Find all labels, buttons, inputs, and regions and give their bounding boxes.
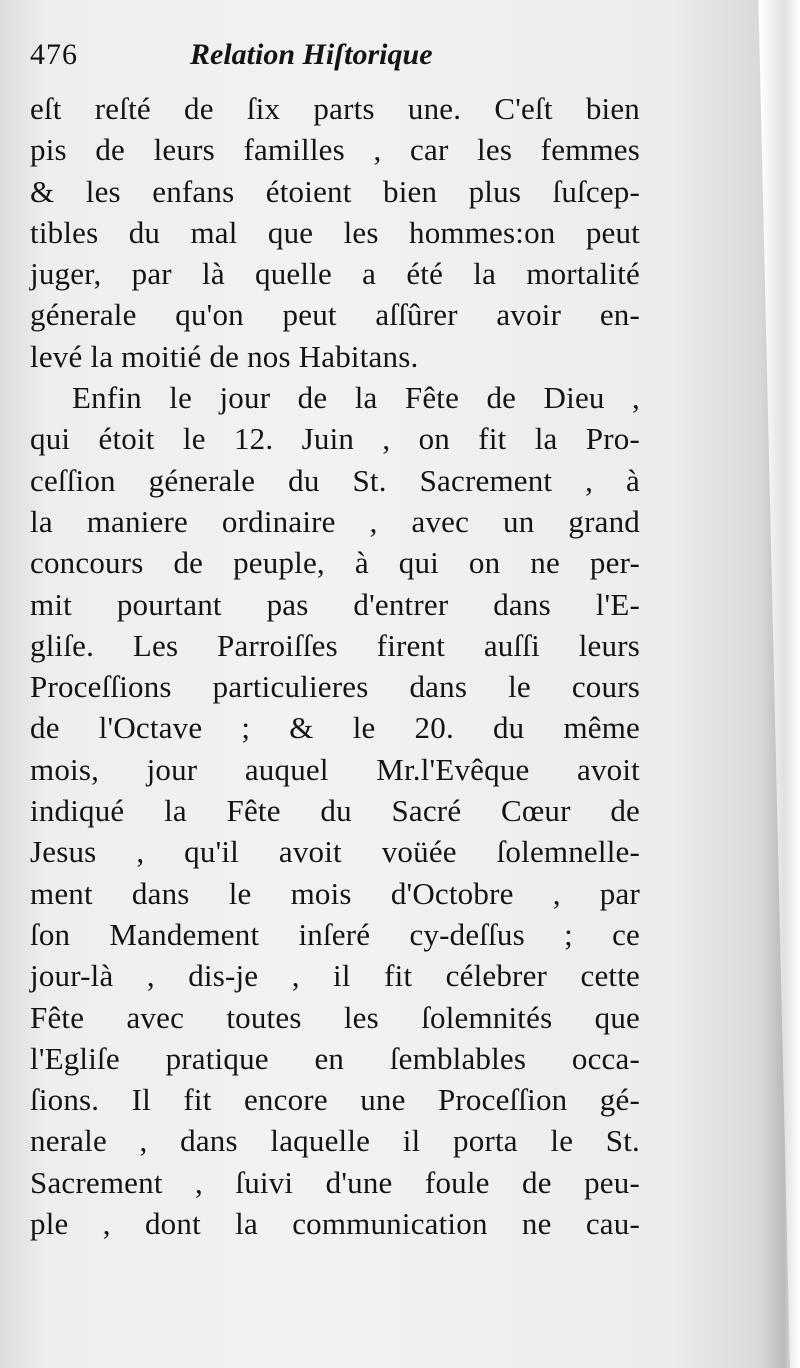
text-line-4: tibles du mal que les hommes:on peut [30,214,640,250]
text-line-1: eſt reſté de ſix parts une. C'eſt bien [30,91,640,126]
text-line-6: génerale qu'on peut aſſûrer avoir en- [30,297,640,333]
text-line-24: l'Egliſe pratique en ſemblables occa- [30,1040,640,1076]
text-line-9: qui étoit le 12. Juin , on fit la Pro- [30,421,640,457]
text-line-25: ſions. Il fit encore une Proceſſion gé- [30,1082,640,1118]
text-line-27: Sacrement , ſuivi d'une foule de peu- [30,1164,640,1200]
text-line-16: de l'Octave ; & le 20. du même [30,710,640,746]
text-line-17: mois, jour auquel Mr.l'Evêque avoit [30,751,640,787]
text-line-10: ceſſion génerale du St. Sacrement , à [30,462,640,498]
text-line-12: concours de peuple, à qui on ne per- [30,545,640,581]
text-line-7: levé la moitié de nos Habitans. [30,338,419,374]
text-line-20: ment dans le mois d'Octobre , par [30,875,640,911]
text-line-26: nerale , dans laquelle il porta le St. [30,1123,640,1159]
text-line-13: mit pourtant pas d'entrer dans l'E- [30,586,640,622]
text-line-21: ſon Mandement inſeré cy-deſſus ; ce [30,916,640,952]
page-edge-shadow [760,0,800,1368]
text-line-14: gliſe. Les Parroiſſes firent auſſi leurs [30,627,640,663]
text-line-23: Fête avec toutes les ſolemnités que [30,999,640,1035]
text-line-8-paragraph-start: Enfin le jour de la Fête de Dieu , [72,380,640,416]
text-line-15: Proceſſions particulieres dans le cours [30,669,640,705]
text-line-28: ple , dont la communication ne cau- [30,1206,640,1242]
text-line-2: pis de leurs familles , car les femmes [30,132,640,168]
text-line-22: jour-là , dis-je , il fit célebrer cette [30,958,640,994]
text-line-5: juger, par là quelle a été la mortalité [30,256,640,292]
running-title: Relation Hiſtorique [190,38,433,71]
text-line-18: indiqué la Fête du Sacré Cœur de [30,793,640,829]
page-header [30,38,640,88]
text-line-19: Jesus , qu'il avoit voüée ſolemnelle- [30,834,640,870]
page-number: 476 [30,38,78,71]
page-text [30,38,640,1244]
text-line-11: la maniere ordinaire , avec un grand [30,503,640,539]
text-line-3: & les enfans étoient bien plus ſuſcep- [30,173,640,209]
